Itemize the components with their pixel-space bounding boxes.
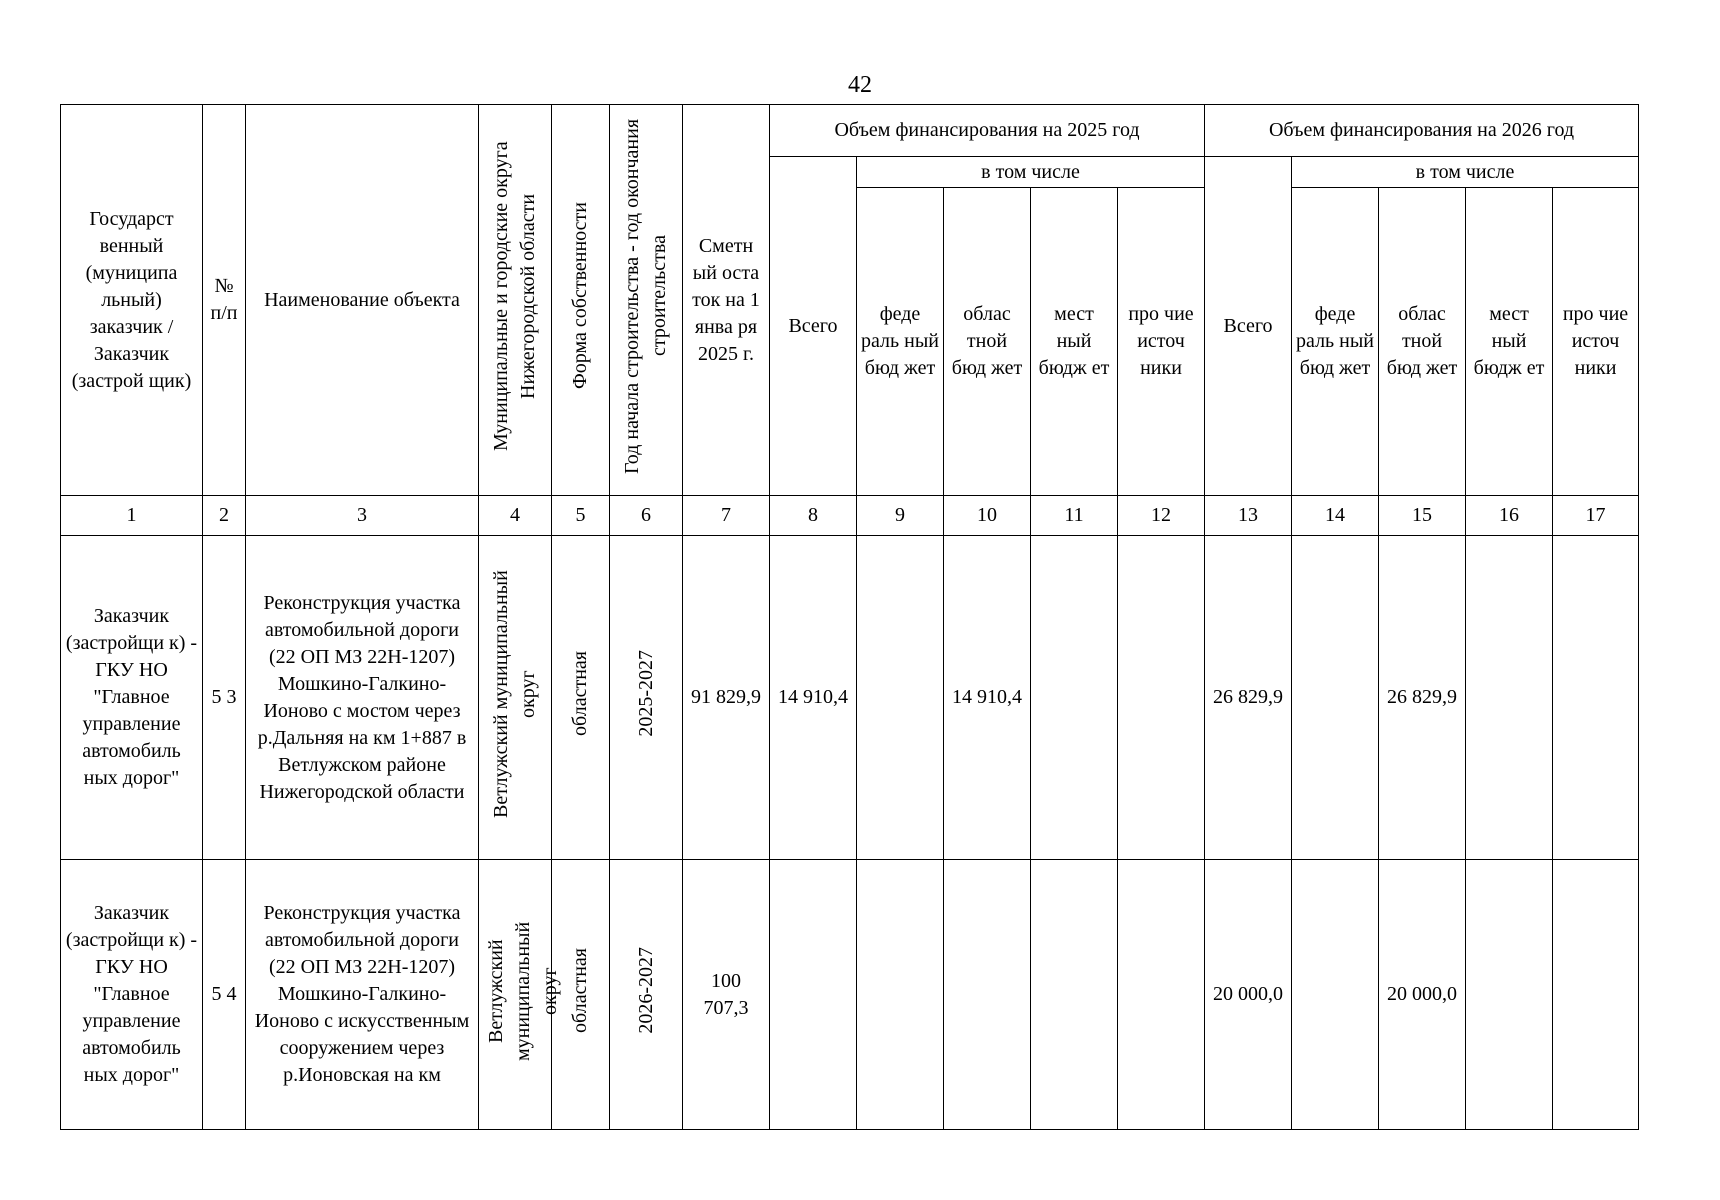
column-number: 13 bbox=[1205, 496, 1292, 536]
column-number-row bbox=[61, 496, 1639, 536]
header-districts bbox=[479, 105, 552, 496]
financing-table bbox=[60, 104, 1639, 1130]
column-number: 2 bbox=[203, 496, 246, 536]
column-number: 10 bbox=[944, 496, 1031, 536]
column-number: 6 bbox=[610, 496, 683, 536]
header-regional-2025: облас тной бюд жет bbox=[944, 188, 1031, 496]
cell-ownership-text: областная bbox=[569, 948, 591, 1033]
cell-other-2025 bbox=[1118, 536, 1205, 860]
header-local-2025: мест ный бюдж ет bbox=[1031, 188, 1118, 496]
table-row bbox=[61, 860, 1639, 1130]
cell-local-2026 bbox=[1466, 860, 1553, 1130]
cell-regional-2026: 26 829,9 bbox=[1379, 536, 1466, 860]
header-financing-2025: Объем финансирования на 2025 год bbox=[770, 105, 1205, 157]
cell-object-name: Реконструкция участка автомобильной дороги (22 ОП МЗ 22Н-1207) Мошкино-Галкино-Ионово с искусственным сооружением через р.Ионовская на км bbox=[246, 860, 479, 1130]
header-regional-2026: облас тной бюд жет bbox=[1379, 188, 1466, 496]
cell-other-2026 bbox=[1553, 860, 1639, 1130]
column-number: 3 bbox=[246, 496, 479, 536]
column-number: 8 bbox=[770, 496, 857, 536]
header-other-2026: про чие источ ники bbox=[1553, 188, 1639, 496]
cell-num: 5 4 bbox=[203, 860, 246, 1130]
cell-customer: Заказчик (застройщи к) - ГКУ НО "Главное управление автомобиль ных дорог" bbox=[61, 536, 203, 860]
cell-federal-2026 bbox=[1292, 860, 1379, 1130]
cell-local-2025 bbox=[1031, 860, 1118, 1130]
cell-years bbox=[610, 860, 683, 1130]
column-number: 12 bbox=[1118, 496, 1205, 536]
cell-total-2026: 20 000,0 bbox=[1205, 860, 1292, 1130]
header-ownership bbox=[552, 105, 610, 496]
cell-regional-2026: 20 000,0 bbox=[1379, 860, 1466, 1130]
cell-regional-2025 bbox=[944, 860, 1031, 1130]
header-object-name: Наименование объекта bbox=[246, 105, 479, 496]
cell-district bbox=[479, 536, 552, 860]
cell-other-2025 bbox=[1118, 860, 1205, 1130]
header-local-2026: мест ный бюдж ет bbox=[1466, 188, 1553, 496]
header-financing-2026: Объем финансирования на 2026 год bbox=[1205, 105, 1639, 157]
cell-customer: Заказчик (застройщи к) - ГКУ НО "Главное управление автомобиль ных дорог" bbox=[61, 860, 203, 1130]
column-number: 5 bbox=[552, 496, 610, 536]
header-row bbox=[61, 105, 1639, 157]
header-years-text: Год начала строительства - год окончания строительства bbox=[621, 118, 670, 474]
column-number: 15 bbox=[1379, 496, 1466, 536]
header-federal-2026: феде раль ный бюд жет bbox=[1292, 188, 1379, 496]
cell-total-2025: 14 910,4 bbox=[770, 536, 857, 860]
column-number: 1 bbox=[61, 496, 203, 536]
header-num: № п/п bbox=[203, 105, 246, 496]
cell-ownership-text: областная bbox=[569, 651, 591, 736]
header-customer: Государст венный (муниципа льный) заказчик / Заказчик (застрой щик) bbox=[61, 105, 203, 496]
cell-local-2025 bbox=[1031, 536, 1118, 860]
header-districts-text: Муниципальные и городские округа Нижегородской области bbox=[490, 141, 539, 451]
column-number: 9 bbox=[857, 496, 944, 536]
column-number: 4 bbox=[479, 496, 552, 536]
header-ownership-text: Форма собственности bbox=[569, 202, 591, 390]
table-row bbox=[61, 536, 1639, 860]
column-number: 17 bbox=[1553, 496, 1639, 536]
cell-balance: 100 707,3 bbox=[683, 860, 770, 1130]
cell-federal-2025 bbox=[857, 536, 944, 860]
cell-district bbox=[479, 860, 561, 1130]
column-number: 14 bbox=[1292, 496, 1379, 536]
header-total-2025: Всего bbox=[770, 157, 857, 496]
header-balance: Сметн ый оста ток на 1 янва ря 2025 г. bbox=[683, 105, 770, 496]
cell-district-text: Ветлужский муниципальный округ bbox=[485, 920, 561, 1061]
cell-other-2026 bbox=[1553, 536, 1639, 860]
cell-federal-2026 bbox=[1292, 536, 1379, 860]
cell-total-2026: 26 829,9 bbox=[1205, 536, 1292, 860]
cell-balance: 91 829,9 bbox=[683, 536, 770, 860]
cell-ownership bbox=[552, 536, 610, 860]
header-including-2026: в том числе bbox=[1292, 157, 1639, 188]
cell-federal-2025 bbox=[857, 860, 944, 1130]
cell-object-name: Реконструкция участка автомобильной дороги (22 ОП МЗ 22Н-1207) Мошкино-Галкино-Ионово с мостом через р.Дальняя на км 1+887 в Ветлужском районе Нижегородской области bbox=[246, 536, 479, 860]
column-number: 7 bbox=[683, 496, 770, 536]
cell-years-text: 2026-2027 bbox=[634, 947, 657, 1034]
header-years bbox=[610, 105, 683, 496]
header-including-2025: в том числе bbox=[857, 157, 1205, 188]
column-number: 11 bbox=[1031, 496, 1118, 536]
cell-local-2026 bbox=[1466, 536, 1553, 860]
column-number: 16 bbox=[1466, 496, 1553, 536]
cell-total-2025 bbox=[770, 860, 857, 1130]
cell-years bbox=[610, 536, 683, 860]
header-federal-2025: феде раль ный бюд жет bbox=[857, 188, 944, 496]
cell-regional-2025: 14 910,4 bbox=[944, 536, 1031, 860]
page-number: 42 bbox=[848, 72, 872, 98]
header-other-2025: про чие источ ники bbox=[1118, 188, 1205, 496]
header-total-2026: Всего bbox=[1205, 157, 1292, 496]
cell-years-text: 2025-2027 bbox=[634, 650, 657, 737]
cell-district-text: Ветлужский муниципальный округ bbox=[490, 569, 539, 818]
cell-num: 5 3 bbox=[203, 536, 246, 860]
